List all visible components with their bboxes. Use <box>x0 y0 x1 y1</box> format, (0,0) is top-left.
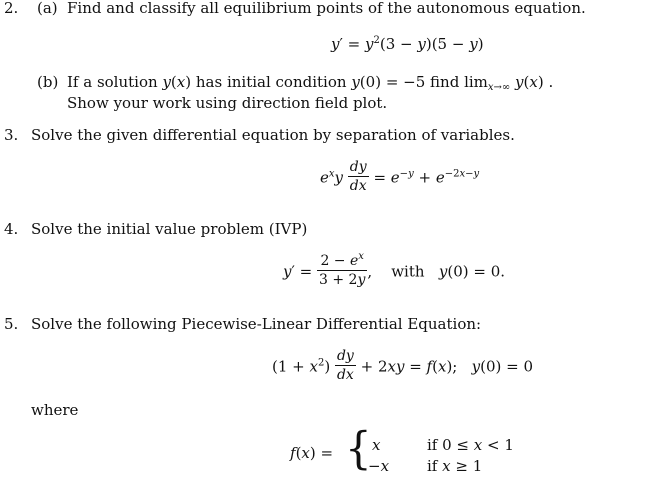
problem-3-equation: $e^xy$ $\frac{dy}{dx}$ = $e^{-y} + e^{-2x-y}$ <box>320 159 480 194</box>
problem-2-equation: $y' = y^2(3 - y)(5 - y)$ <box>331 35 484 53</box>
problem-4-equation: y′ = $\frac{2 - e^x}{3 + 2y}$ , with y(0) = 0. <box>283 251 506 288</box>
piecewise-case1-condition: if 0 ≤ x < 1 <box>427 436 514 454</box>
piecewise-case2-condition: if x ≥ 1 <box>427 457 483 475</box>
problem-2a-label: (a) <box>37 0 58 17</box>
piecewise-brace: { <box>345 422 372 475</box>
problem-5-equation: $(1 + x^2)$ $\frac{dy}{dx}$ + 2xy = f(x); y(0) = 0 <box>272 348 534 383</box>
problem-3-text: Solve the given differential equation by separation of variables. <box>31 126 515 144</box>
problem-2b-line1: If a solution y(x) has initial condition y(0) = −5 find $\lim_{x\to\infty} y(x)$ . <box>67 73 554 93</box>
problem-4-number: 4. <box>4 220 19 238</box>
problem-2b-label: (b) <box>37 73 59 91</box>
piecewise-case2-value: −x <box>368 457 390 475</box>
problem-5-where: where <box>31 401 79 419</box>
problem-2-number: 2. <box>4 0 19 17</box>
problem-3-number: 3. <box>4 126 19 144</box>
problem-5-text: Solve the following Piecewise-Linear Differential Equation: <box>31 315 482 333</box>
problem-4-text: Solve the initial value problem (IVP) <box>31 220 308 238</box>
piecewise-case1-value: x <box>372 436 381 454</box>
piecewise-lhs: f(x) = <box>290 444 334 462</box>
problem-5-number: 5. <box>4 315 19 333</box>
problem-2b-line2: Show your work using direction field plot. <box>67 94 388 112</box>
problem-2a-text: Find and classify all equilibrium points of the autonomous equation. <box>67 0 586 17</box>
